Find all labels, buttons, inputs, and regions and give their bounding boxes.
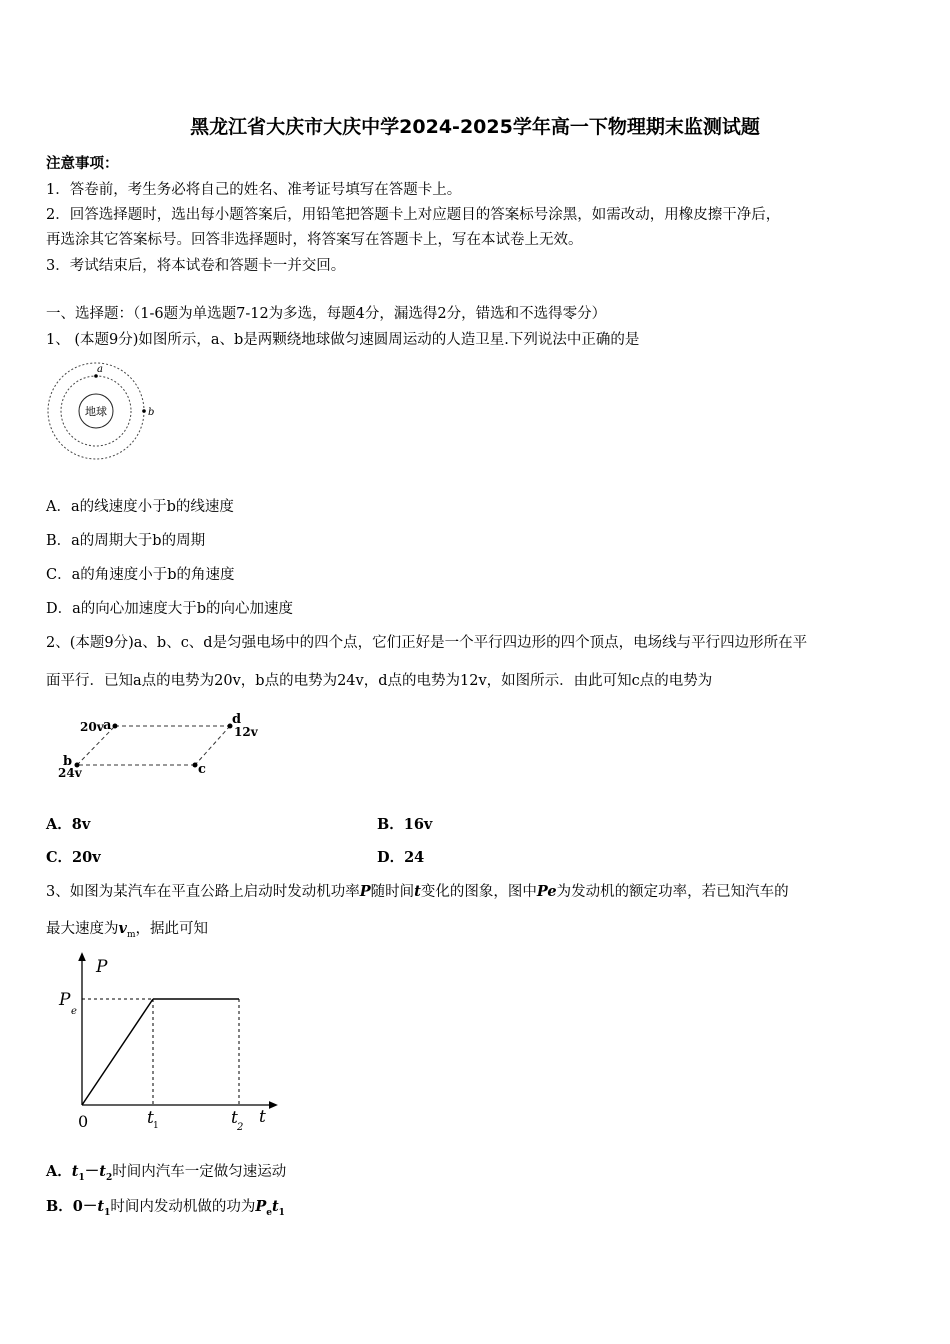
q2-option-d: D．24 <box>377 849 425 866</box>
q3-stem-line2: 最大速度为$v_m$，据此可知 <box>46 920 208 940</box>
label-a: a <box>103 718 112 733</box>
section-heading: 一、选择题：（1-6题为单选题7-12为多选，每题4分，漏选得2分，错选和不选得零分） <box>46 306 607 322</box>
notice-heading: 注意事项： <box>46 155 119 172</box>
q3-option-b: B．$0-t_1$时间内发动机做的功为$P_et_1$ <box>46 1198 285 1218</box>
satellite-a-label: a <box>97 364 103 375</box>
q3-stem-line1: 3、如图为某汽车在平直公路上启动时发动机功率P随时间t变化的图象，图中Pe为发动机的额定功率，若已知汽车的 <box>46 883 789 900</box>
point-c <box>193 763 198 768</box>
notice-item-2-cont: 再选涂其它答案标号。回答非选择题时，将答案写在答题卡上，写在本试卷上无效。 <box>46 232 583 248</box>
q1-option-a: A．a的线速度小于b的线速度 <box>46 499 234 515</box>
q2-option-c: C．20v <box>46 849 101 866</box>
q1-option-d: D．a的向心加速度大于b的向心加速度 <box>46 601 294 617</box>
q2-option-a: A．8v <box>46 816 91 833</box>
t2-sub: 2 <box>237 1122 244 1133</box>
p-axis-label: P <box>96 957 108 977</box>
q1-orbit-figure <box>44 360 154 462</box>
q3-option-a: A．$t_1-t_2$时间内汽车一定做匀速运动 <box>46 1163 287 1183</box>
q2-stem-line1: 2、(本题9分)a、b、c、d是匀强电场中的四个点，它们正好是一个平行四边形的四个顶点，电场线与平行四边形所在平 <box>46 635 808 651</box>
pe-label: P <box>59 990 71 1010</box>
pe-sub: e <box>71 1006 77 1017</box>
origin-label: 0 <box>78 1112 89 1131</box>
q2-parallelogram-figure <box>56 712 266 782</box>
t1-sub: 1 <box>153 1121 159 1131</box>
satellite-b <box>142 409 146 413</box>
q1-stem: 1、 (本题9分)如图所示，a、b是两颗绕地球做匀速圆周运动的人造卫星.下列说法中正确的是 <box>46 332 640 348</box>
q2-option-b: B．16v <box>377 816 433 833</box>
q1-option-c: C．a的角速度小于b的角速度 <box>46 567 235 583</box>
q3-power-time-graph <box>56 950 286 1135</box>
q1-option-b: B．a的周期大于b的周期 <box>46 533 206 549</box>
notice-item-3: 3．考试结束后，将本试卷和答题卡一并交回。 <box>46 258 346 274</box>
earth-label: 地球 <box>85 405 107 418</box>
label-b: b <box>63 754 73 769</box>
notice-item-2: 2．回答选择题时，选出每小题答案后，用铅笔把答题卡上对应题目的答案标号涂黑，如需改动，用橡皮擦干净后， <box>46 207 781 223</box>
label-20v: 20v <box>80 720 104 734</box>
point-a <box>113 724 118 729</box>
label-24v: 24v <box>58 766 82 780</box>
satellite-b-label: b <box>148 407 155 418</box>
label-12v: 12v <box>234 725 258 739</box>
t1-label: t <box>147 1108 154 1128</box>
label-c: c <box>198 762 206 777</box>
t2-label: t <box>231 1108 238 1128</box>
label-d: d <box>232 712 242 727</box>
exam-title: 黑龙江省大庆市大庆中学2024-2025学年高一下物理期末监测试题 <box>190 116 760 138</box>
t-axis-label: t <box>259 1107 266 1127</box>
ramp-line <box>82 999 153 1105</box>
notice-item-1: 1．答卷前，考生务必将自己的姓名、准考证号填写在答题卡上。 <box>46 182 462 198</box>
q2-stem-line2: 面平行．已知a点的电势为20v，b点的电势为24v，d点的电势为12v，如图所示．由此可知c点的电势为 <box>46 673 713 689</box>
